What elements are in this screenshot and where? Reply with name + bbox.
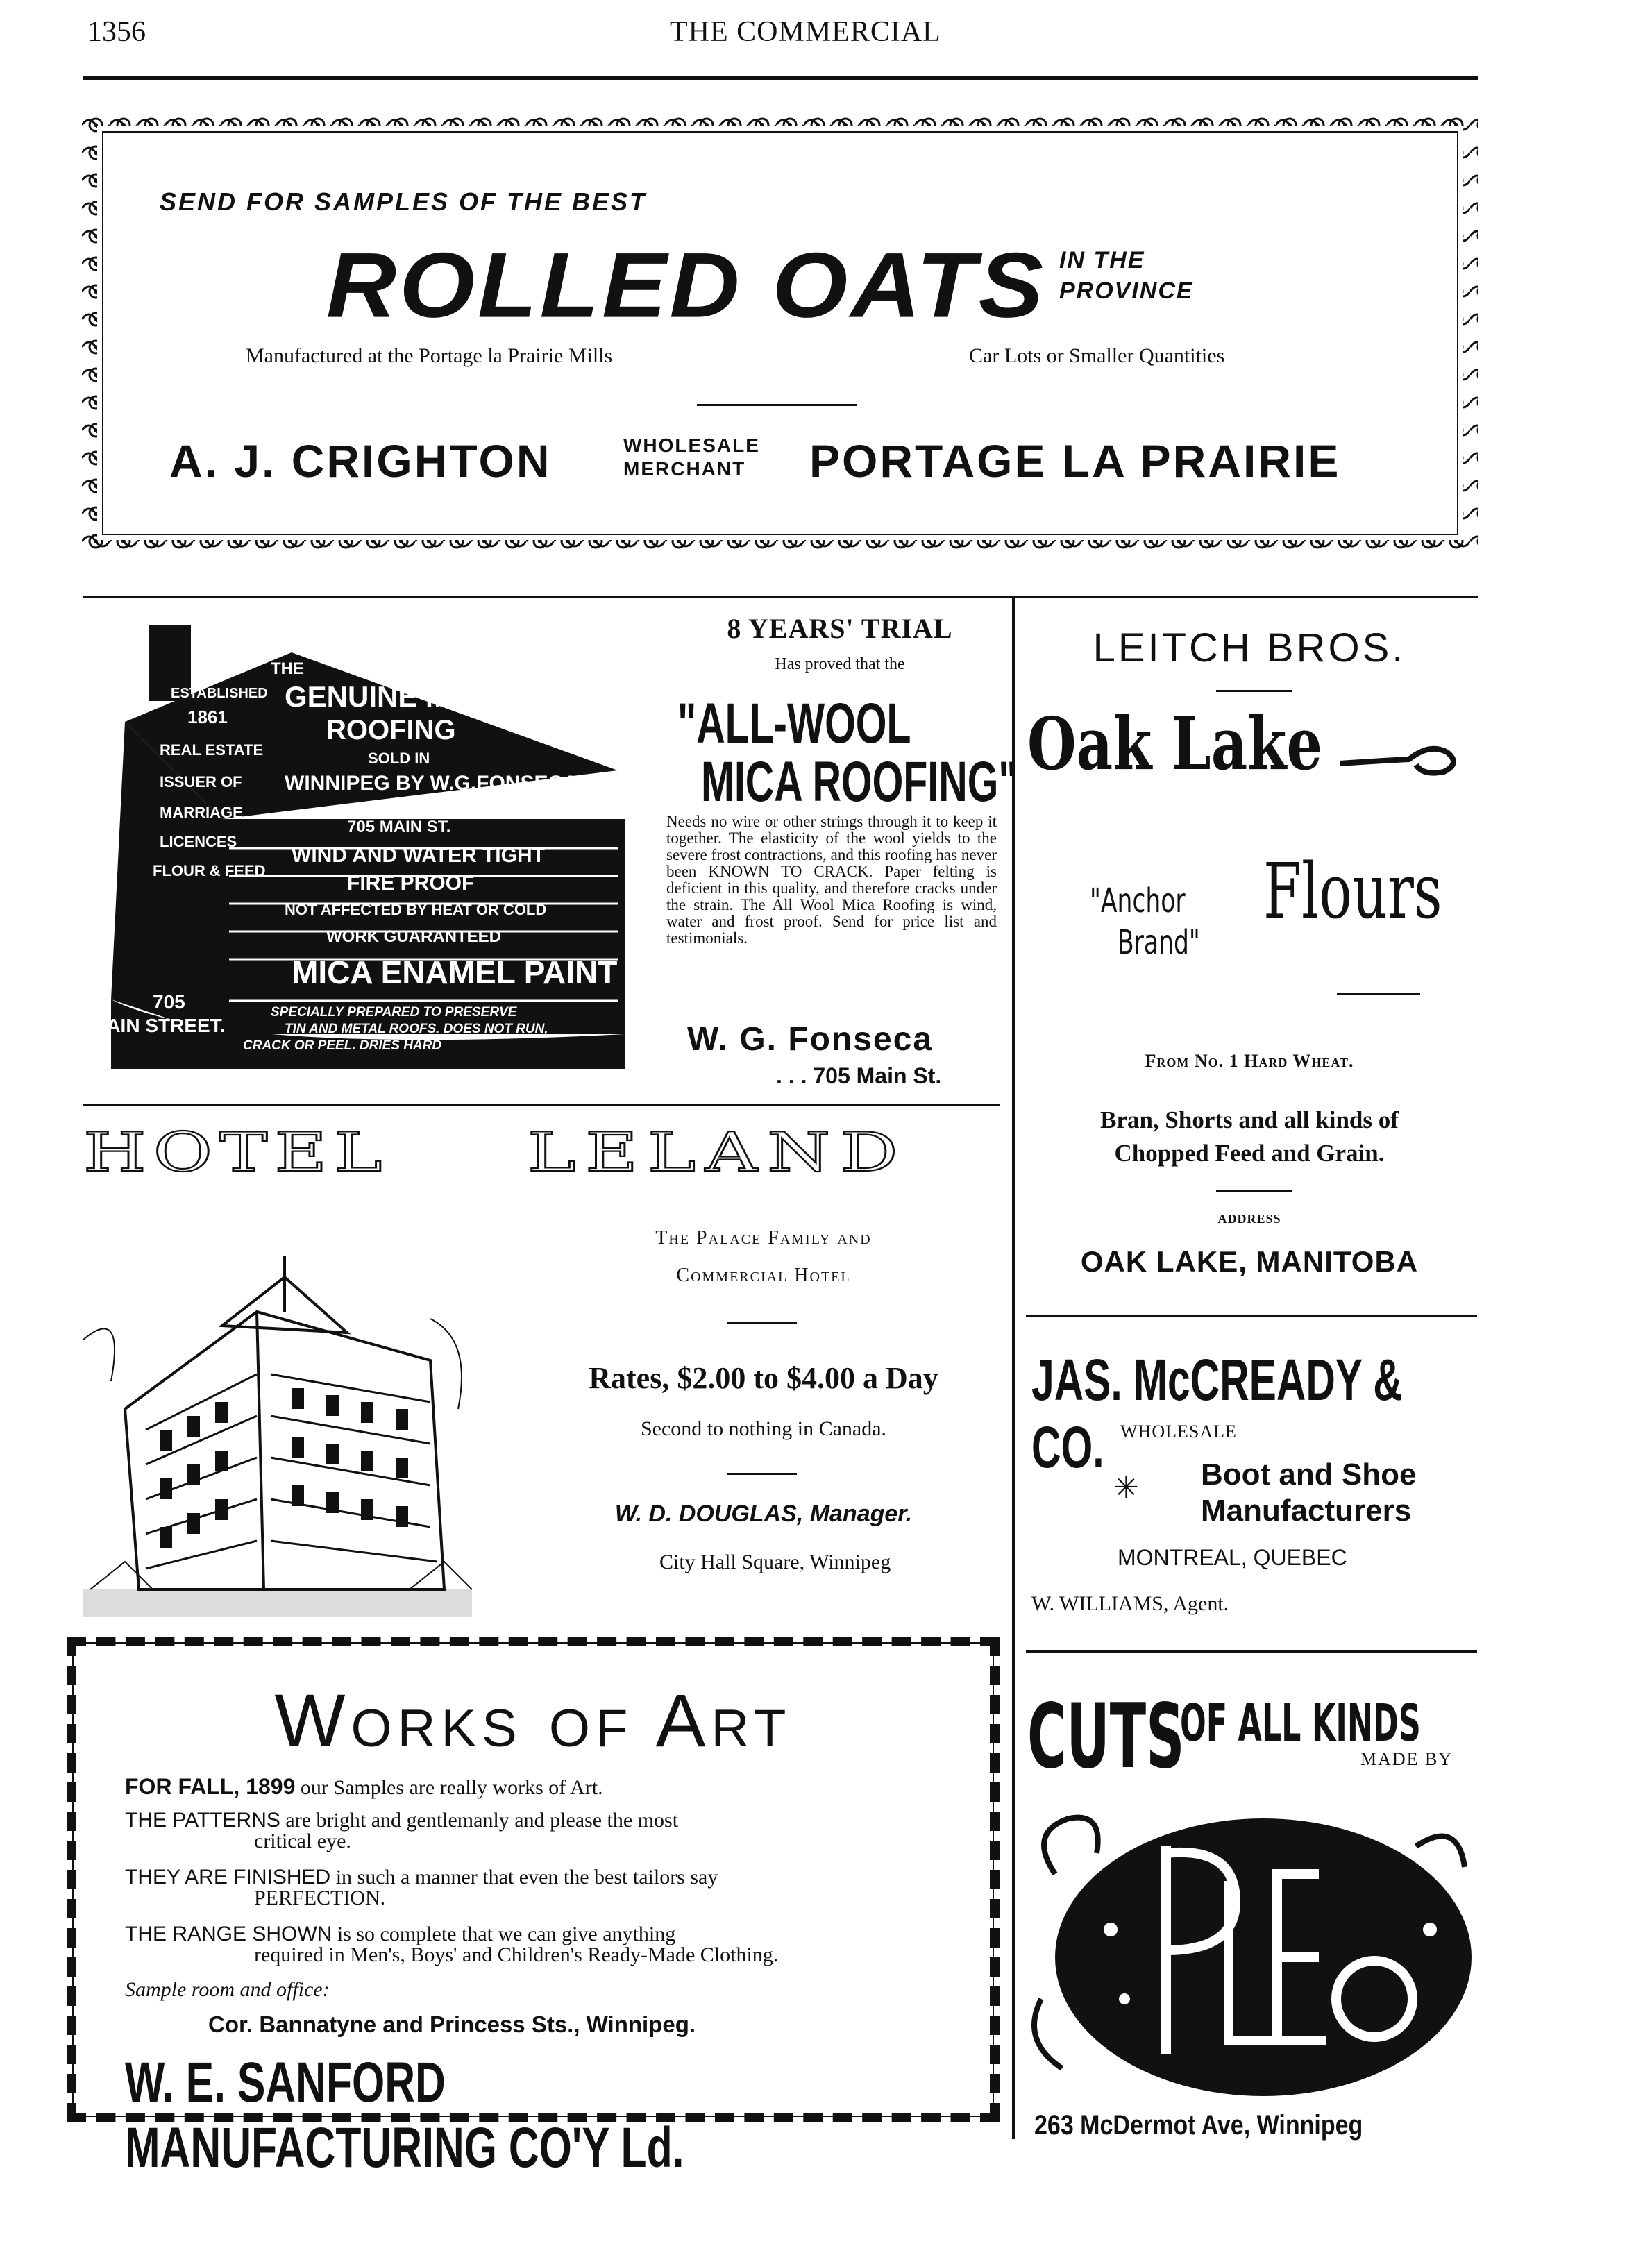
- for-fall-line: [125, 1774, 603, 1800]
- made-by: MADE BY: [1360, 1749, 1453, 1769]
- oak-lake-brand: Oak Lake: [1027, 701, 1323, 786]
- leitch-divider-3: [1216, 1190, 1292, 1192]
- range-lead: THE RANGE SHOWN: [125, 1923, 332, 1945]
- page-number: 1356: [87, 16, 146, 48]
- band-heat-cold: NOT AFFECTED BY HEAT OR COLD: [285, 901, 547, 918]
- cuts-address: 263 McDermot Ave, Winnipeg: [1034, 2110, 1363, 2141]
- finished-rest: in such a manner that even the best tailors say: [335, 1866, 718, 1889]
- band-fire-proof: FIRE PROOF: [347, 872, 475, 895]
- mccready-line-2: Manufacturers: [1201, 1494, 1412, 1528]
- patterns-lead: THE PATTERNS: [125, 1809, 280, 1832]
- side-line-2: 1861: [187, 707, 228, 727]
- of-all-kinds: OF ALL KINDS: [1180, 1694, 1421, 1753]
- works-of-art-title: Works of Art: [274, 1678, 792, 1762]
- roof-line1: GENUINE MICA: [285, 680, 500, 713]
- section-rule-1: [83, 596, 1478, 598]
- pleco-monogram: [1027, 1791, 1472, 2103]
- asterisk-icon: ✳: [1113, 1471, 1139, 1505]
- anchor-line-1: "Anchor: [1090, 881, 1186, 920]
- trial-proved: Has proved that the: [775, 655, 905, 673]
- wholesale-label: WHOLESALE: [623, 434, 760, 456]
- side-line-5: MARRIAGE: [160, 804, 243, 821]
- street-name: MAIN STREET.: [90, 1015, 226, 1036]
- side-line-1: ESTABLISHED: [171, 686, 268, 701]
- house-side-text: [118, 686, 268, 915]
- band-wind-water: WIND AND WATER TIGHT: [292, 844, 545, 867]
- leitch-bran-1: Bran, Shorts and all kinds of: [1100, 1106, 1399, 1133]
- mccready-name: JAS. McCREADY & CO.: [1031, 1347, 1403, 1480]
- finished-lead: THEY ARE FINISHED: [125, 1866, 331, 1889]
- monogram-icon: [1027, 1791, 1472, 2103]
- band-guaranteed: WORK GUARANTEED: [326, 927, 501, 946]
- section-rule-right-1: [1026, 1315, 1477, 1317]
- all-wool-line: "ALL-WOOL: [677, 692, 911, 755]
- fonseca-body: Needs no wire or other strings through it to keep it together. The elasticity of the wool yields to the severe frost contractions, and this roofing has never been KNOWN TO CRACK. Paper felting is deficient in this quality, and therefore cracks under the strain. The All Wool Mica Roofing is wind, water and frost proof. Send for price list and testimonials.: [666, 813, 997, 947]
- flours-word: Flours: [1263, 847, 1442, 936]
- roof-line3: SOLD IN: [368, 750, 430, 767]
- hotel-divider-2: [727, 1473, 797, 1475]
- house-bottom-3: CRACK OR PEEL. DRIES HARD: [243, 1038, 442, 1053]
- hotel-manager: W. D. DOUGLAS, Manager.: [614, 1501, 913, 1527]
- side-line-6: LICENCES: [160, 833, 237, 850]
- mccready-agent: W. WILLIAMS, Agent.: [1031, 1592, 1229, 1615]
- sanford-company: W. E. SANFORD MANUFACTURING CO'Y Ld.: [125, 2051, 684, 2179]
- leitch-divider-1: [1216, 690, 1292, 692]
- mccready-line-1: Boot and Shoe: [1201, 1458, 1417, 1492]
- cuts-word: CUTS: [1027, 1685, 1185, 1789]
- side-line-4: ISSUER OF: [160, 773, 242, 791]
- anchor-line-2: Brand": [1118, 923, 1200, 962]
- rolled-oats-headline: ROLLED OATS: [326, 233, 1046, 337]
- section-rule-2: [83, 1104, 1000, 1106]
- finished-line: [125, 1866, 958, 1889]
- header-rule: [83, 76, 1478, 80]
- hotel-title-2: LELAND: [528, 1120, 908, 1184]
- mccready-wholesale: WHOLESALE: [1120, 1421, 1237, 1442]
- patterns-cont: critical eye.: [254, 1830, 351, 1852]
- house-bottom-1: SPECIALLY PREPARED TO PRESERVE: [271, 1005, 517, 1020]
- for-fall-rest: our Samples are really works of Art.: [300, 1776, 603, 1799]
- fonseca-address: . . . 705 Main St.: [776, 1063, 942, 1088]
- hotel-second: Second to nothing in Canada.: [640, 1417, 887, 1440]
- leitch-address-label: ADDRESS: [1217, 1212, 1281, 1226]
- range-cont: required in Men's, Boys' and Children's Ready-Made Clothing.: [254, 1943, 779, 1966]
- sanford-ad: [67, 1637, 1000, 2179]
- hotel-title-1: HOTEL: [83, 1120, 389, 1184]
- street-number: 705: [153, 991, 185, 1013]
- roof-the: THE: [271, 659, 304, 678]
- leitch-address: OAK LAKE, MANITOBA: [1080, 1245, 1419, 1278]
- finished-cont: PERFECTION.: [254, 1886, 386, 1909]
- hotel-sub-2: Commercial Hotel: [676, 1265, 851, 1286]
- band-enamel-paint: MICA ENAMEL PAINT: [292, 954, 618, 990]
- range-line: [125, 1923, 958, 1946]
- roof-line4: WINNIPEG BY W.G.FONSECA: [285, 772, 578, 795]
- crighton-line1: SEND FOR SAMPLES OF THE BEST: [160, 187, 648, 216]
- province-label: PROVINCE: [1059, 278, 1194, 304]
- hotel-rates: Rates, $2.00 to $4.00 a Day: [589, 1361, 938, 1395]
- quantities-note: Car Lots or Smaller Quantities: [969, 344, 1225, 367]
- side-line-7: FLOUR & FEED: [153, 862, 266, 879]
- office-label: Sample room and office:: [125, 1978, 330, 2001]
- leitch-bran-2: Chopped Feed and Grain.: [1114, 1140, 1385, 1167]
- hotel-divider-1: [727, 1322, 797, 1324]
- leitch-from: From No. 1 Hard Wheat.: [1145, 1051, 1354, 1071]
- crighton-divider: [697, 404, 857, 406]
- in-the-label: IN THE: [1059, 247, 1145, 273]
- fonseca-house-illustration: [83, 611, 652, 1069]
- section-rule-right-2: [1026, 1650, 1477, 1653]
- roof-line2: ROOFING: [326, 715, 456, 745]
- crighton-name: A. J. CRIGHTON: [169, 435, 552, 487]
- hotel-location: City Hall Square, Winnipeg: [659, 1551, 891, 1573]
- hotel-sub-1: The Palace Family and: [655, 1227, 872, 1249]
- flourish-icon: [1340, 736, 1458, 784]
- side-line-3: REAL ESTATE: [160, 741, 264, 759]
- leitch-name: LEITCH BROS.: [1093, 625, 1406, 670]
- merchant-label: MERCHANT: [623, 458, 746, 480]
- mica-roofing-line: MICA ROOFING": [701, 750, 1018, 813]
- leitch-divider-2: [1337, 993, 1420, 995]
- range-rest: is so complete that we can give anything: [337, 1923, 676, 1945]
- crighton-ad: [82, 111, 1478, 555]
- hotel-building-icon: [83, 1201, 472, 1617]
- portage-la-prairie: PORTAGE LA PRAIRIE: [809, 435, 1341, 487]
- patterns-rest: are bright and gentlemanly and please the most: [285, 1809, 679, 1832]
- house-bottom-2: TIN AND METAL ROOFS. DOES NOT RUN,: [285, 1022, 548, 1036]
- office-address: Cor. Bannatyne and Princess Sts., Winnipeg.: [208, 2011, 696, 2037]
- mccready-city: MONTREAL, QUEBEC: [1118, 1545, 1347, 1570]
- mills-note: Manufactured at the Portage la Prairie Mills: [246, 344, 613, 367]
- trial-heading: 8 YEARS' TRIAL: [727, 613, 953, 644]
- fonseca-name: W. G. Fonseca: [687, 1021, 934, 1058]
- page-header-title: THE COMMERCIAL: [670, 16, 941, 48]
- band-address: 705 MAIN ST.: [347, 818, 451, 836]
- for-fall-label: FOR FALL, 1899: [125, 1774, 296, 1799]
- patterns-line: [125, 1809, 958, 1832]
- hotel-illustration: [83, 1201, 472, 1617]
